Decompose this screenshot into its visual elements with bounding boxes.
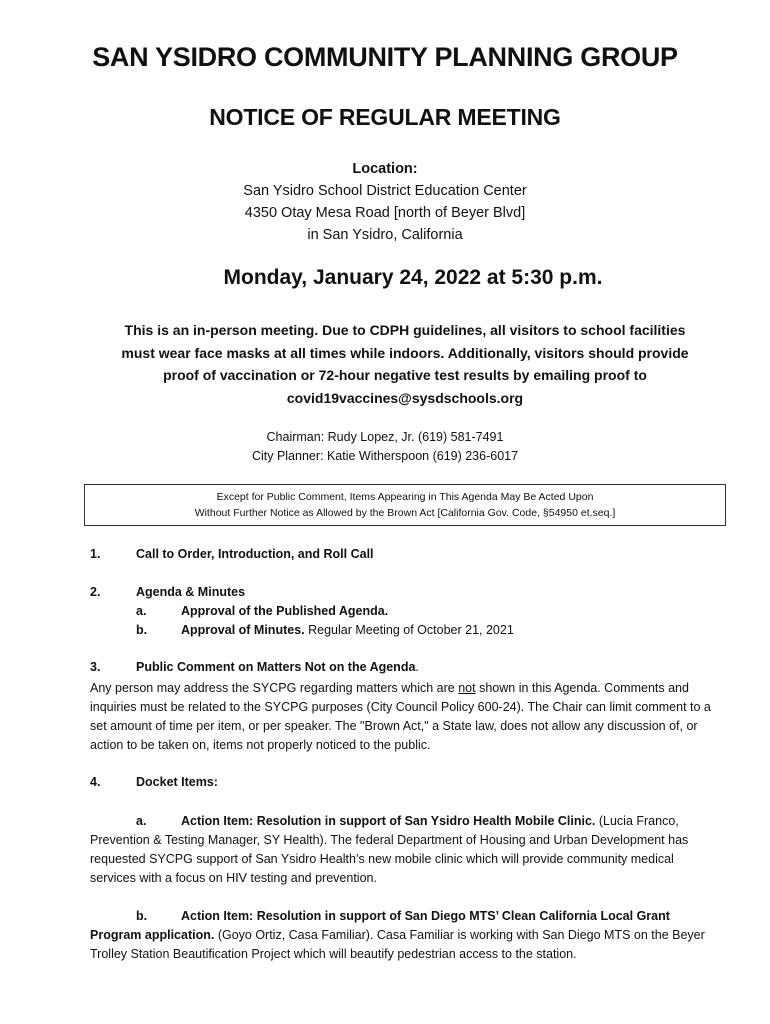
planner-contact: City Planner: Katie Witherspoon (619) 236-6017 — [251, 449, 519, 463]
public-comment-text — [90, 679, 722, 755]
location-block — [0, 158, 770, 246]
agenda-item-number: 1. — [90, 547, 101, 561]
document-subtitle: NOTICE OF REGULAR MEETING — [209, 104, 561, 130]
public-comment-text-start: Any person may address the SYCPG regarding matters which are — [90, 681, 459, 695]
sub-item-title: Action Item: Resolution in support of San Diego MTS’ Clean California Local Grant Program application. — [90, 909, 670, 942]
chairman-contact: Chairman: Rudy Lopez, Jr. (619) 581-7491 — [266, 430, 504, 444]
meeting-date: Monday, January 24, 2022 at 5:30 p.m. — [223, 266, 603, 289]
agenda-item-number: 3. — [90, 660, 101, 674]
agenda-item-number: 4. — [90, 775, 101, 789]
contacts-block — [0, 428, 770, 466]
sub-item-text: (Goyo Ortiz, Casa Familiar). Casa Familiar is working with San Diego MTS on the Beyer Trolley Station Beautification Project which will beautify pedestrian access to the station. — [90, 928, 705, 961]
covid-notice — [80, 319, 730, 409]
docket-item-text — [90, 812, 722, 888]
agenda-item-title-wrap — [136, 660, 419, 674]
public-comment-paragraph — [90, 679, 722, 755]
agenda-item-title: Agenda & Minutes — [136, 585, 246, 599]
agenda-item-title: Docket Items: — [136, 775, 218, 789]
brown-act-line-2: Without Further Notice as Allowed by the Brown Act [California Gov. Code, §54950 et.seq.] — [194, 507, 616, 519]
covid-notice-line-2: must wear face masks at all times while indoors. Additionally, visitors should provide — [121, 344, 689, 361]
sub-item-text: (Lucia Franco, Prevention & Testing Manager, SY Health). The federal Department of Housing and Urban Development has requested SYCPG support of San Ysidro Health’s new mobile clinic which will provide community medical services with a focus on HIV testing and prevention. — [90, 814, 689, 885]
agenda-item-number: 2. — [90, 585, 101, 599]
sub-item-letter: a. — [136, 814, 147, 828]
sub-item-letter: b. — [136, 623, 148, 637]
sub-item-text: Regular Meeting of October 21, 2021 — [304, 623, 514, 637]
location-line-3: in San Ysidro, California — [307, 227, 463, 243]
sub-item-title: Action Item: Resolution in support of San Ysidro Health Mobile Clinic. — [181, 814, 596, 828]
brown-act-notice-box — [84, 484, 726, 526]
sub-item-content — [181, 623, 514, 637]
covid-notice-line-1: This is an in-person meeting. Due to CDPH guidelines, all visitors to school facilities — [124, 322, 686, 338]
docket-item-text — [90, 907, 722, 964]
document-title: SAN YSIDRO COMMUNITY PLANNING GROUP — [92, 42, 678, 72]
agenda-item-4a — [90, 812, 722, 888]
location-line-2: 4350 Otay Mesa Road [north of Beyer Blvd] — [244, 205, 526, 221]
agenda-item-4b — [90, 907, 722, 964]
covid-email: covid19vaccines@sysdschools.org — [286, 389, 524, 406]
sub-item-title: Approval of the Published Agenda. — [181, 604, 389, 618]
covid-notice-line-3: proof of vaccination or 72-hour negative test results by emailing proof to — [163, 367, 647, 383]
public-comment-emphasis: not — [458, 681, 476, 695]
sub-item-letter: b. — [136, 909, 148, 923]
sub-item-letter: a. — [136, 604, 147, 618]
agenda-item-title: Public Comment on Matters Not on the Agenda — [136, 660, 416, 674]
agenda-item-title-period: . — [415, 660, 419, 674]
brown-act-line-1: Except for Public Comment, Items Appearing in This Agenda May Be Acted Upon — [216, 491, 594, 503]
location-line-1: San Ysidro School District Education Center — [243, 183, 527, 199]
public-comment-text-end: shown in this Agenda. Comments and inquiries must be related to the SYCPG purposes (City Council Policy 600-24). The Chair can limit comment to a set amount of time per item, or per speaker. The "Brown Act," a State law, does not allow any discussion of, or action to be taken on, items not properly noticed to the public. — [90, 681, 711, 752]
location-label: Location: — [352, 161, 418, 177]
agenda-item-title: Call to Order, Introduction, and Roll Call — [136, 547, 374, 561]
sub-item-title: Approval of Minutes. — [181, 623, 305, 637]
